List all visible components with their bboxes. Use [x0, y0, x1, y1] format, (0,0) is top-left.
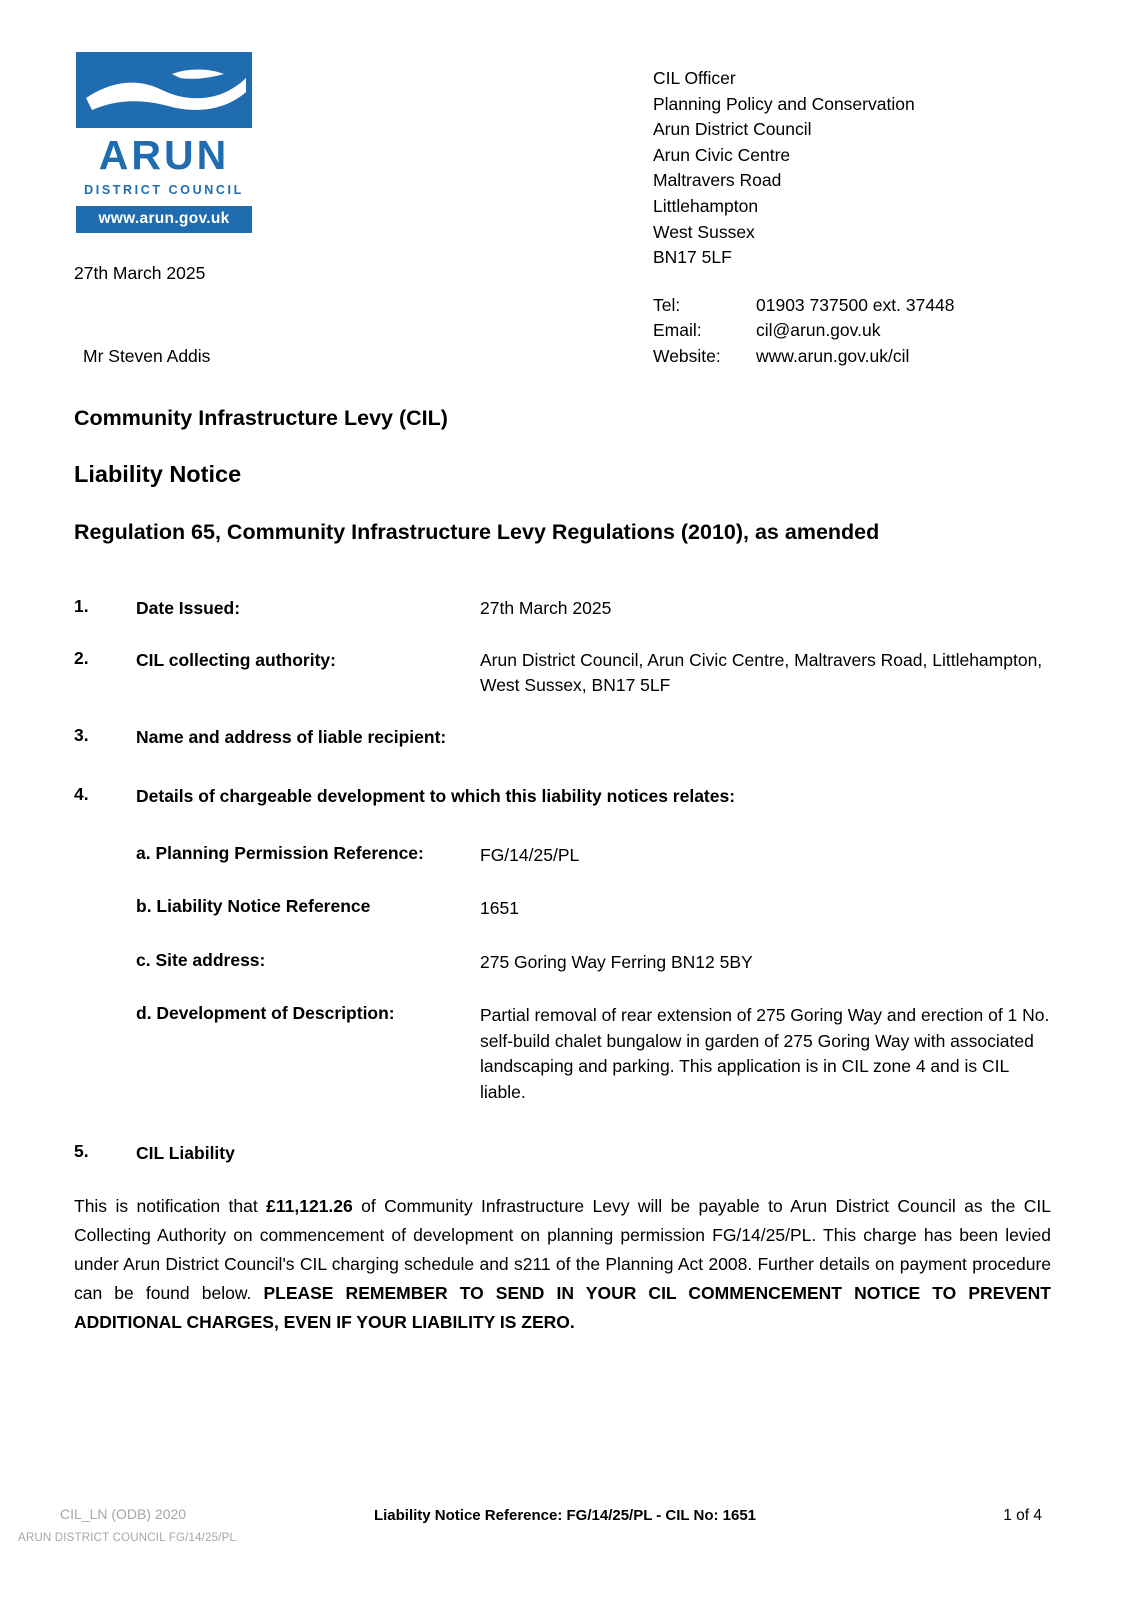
logo-website-banner: www.arun.gov.uk	[76, 206, 252, 233]
page-footer	[0, 1506, 1130, 1562]
contact-line: BN17 5LF	[653, 247, 732, 268]
document-subtitle: Liability Notice	[74, 461, 242, 487]
list-item	[74, 950, 1056, 976]
sub-item-value: Partial removal of rear extension of 275 Goring Way and erection of 1 No. self-build chalet bungalow in garden of 275 Goring Way with associated landscaping and parking. This application is in CIL zone 4 and is CIL liable.	[480, 1005, 1050, 1102]
contact-line: Arun District Council	[653, 119, 812, 140]
indent-spacer	[74, 896, 136, 922]
contact-line: Planning Policy and Conservation	[653, 93, 915, 114]
list-item	[74, 596, 1056, 622]
seagull-icon	[76, 52, 252, 128]
website-label: Website:	[653, 345, 721, 366]
logo-subtitle: DISTRICT COUNCIL	[84, 183, 244, 197]
list-item	[74, 1141, 1056, 1166]
sub-item-label: d. Development of Description:	[136, 1003, 395, 1023]
contact-block	[653, 66, 955, 370]
item-number: 5.	[74, 1141, 89, 1161]
item-label: Name and address of liable recipient:	[136, 726, 447, 747]
list-item	[74, 784, 1056, 809]
list-item	[74, 648, 1056, 699]
indent-spacer	[74, 843, 136, 869]
email-value: cil@arun.gov.uk	[756, 320, 881, 341]
list-item	[74, 1003, 1056, 1105]
contact-line: Arun Civic Centre	[653, 144, 791, 165]
sub-item-value: 275 Goring Way Ferring BN12 5BY	[480, 951, 753, 972]
tel-value: 01903 737500 ext. 37448	[756, 294, 955, 315]
indent-spacer	[74, 1003, 136, 1105]
footer-form-code: CIL_LN (ODB) 2020	[60, 1506, 187, 1522]
letter-header	[0, 48, 1130, 398]
contact-line: Maltravers Road	[653, 170, 782, 191]
item-number: 3.	[74, 724, 89, 745]
item-number: 4.	[74, 783, 89, 804]
email-label: Email:	[653, 320, 702, 341]
regulation-heading: Regulation 65, Community Infrastructure Levy Regulations (2010), as amended	[74, 520, 880, 544]
table-row	[653, 318, 955, 344]
sub-item-label: b. Liability Notice Reference	[136, 896, 371, 916]
item-number: 1.	[74, 596, 89, 616]
sub-item-value: FG/14/25/PL	[480, 844, 580, 865]
indent-spacer	[74, 950, 136, 976]
arun-district-council-logo	[76, 52, 252, 233]
notice-details-list	[74, 596, 1056, 1337]
addressee-name: Mr Steven Addis	[83, 346, 211, 366]
para-text-emphasis: PLEASE REMEMBER TO SEND IN YOUR CIL COMMENCEMENT NOTICE TO PREVENT ADDITIONAL CHARGES, EVEN IF YOUR LIABILITY IS ZERO.	[74, 1283, 1052, 1332]
contact-line: CIL Officer	[653, 68, 736, 88]
cil-amount: £11,121.26	[266, 1196, 353, 1216]
page-title: Community Infrastructure Levy (CIL)	[74, 406, 448, 430]
list-item	[74, 843, 1056, 869]
footer-council-reference: ARUN DISTRICT COUNCIL FG/14/25/PL	[18, 1532, 237, 1544]
sub-item-label: a. Planning Permission Reference:	[136, 842, 424, 863]
list-item	[74, 896, 1056, 922]
logo-wordmark: ARUN	[98, 132, 230, 178]
item-label: Details of chargeable development to which this liability notices relates:	[136, 785, 736, 806]
tel-label: Tel:	[653, 294, 681, 315]
table-row	[653, 293, 955, 319]
document-titles	[74, 406, 1054, 545]
website-value: www.arun.gov.uk/cil	[756, 345, 910, 366]
cil-liability-paragraph	[74, 1192, 1051, 1337]
table-row	[653, 344, 955, 370]
page-number: 1 of 4	[1003, 1507, 1042, 1524]
sub-item-value: 1651	[480, 898, 519, 918]
contact-details-table	[653, 293, 955, 370]
item-label: Date Issued:	[136, 598, 241, 618]
list-item	[74, 725, 1056, 750]
footer-notice-reference: Liability Notice Reference: FG/14/25/PL - CIL No: 1651	[373, 1507, 757, 1524]
para-text-body: of Community Infrastructure Levy will be payable to Arun District Council as the CIL Collecting Authority on commencement of development on planning permission FG/14/25/PL. This charge has been levied under Arun District Council's CIL charging schedule and s211 of the Planning Act 2008. Further details on payment procedure can be found below.	[74, 1196, 1051, 1303]
para-text-lead: This is notification that	[74, 1196, 267, 1216]
item-label: CIL collecting authority:	[136, 649, 336, 670]
item-value	[480, 725, 1056, 750]
item-label: CIL Liability	[136, 1143, 235, 1163]
sub-item-label: c. Site address:	[136, 949, 266, 970]
contact-line: West Sussex	[653, 221, 755, 242]
letter-date: 27th March 2025	[74, 263, 206, 283]
contact-line: Littlehampton	[653, 195, 759, 216]
item-number: 2.	[74, 647, 89, 668]
item-value: Arun District Council, Arun Civic Centre, Maltravers Road, Littlehampton, West Sussex, BN17 5LF	[480, 649, 1043, 695]
item-value: 27th March 2025	[480, 598, 612, 618]
